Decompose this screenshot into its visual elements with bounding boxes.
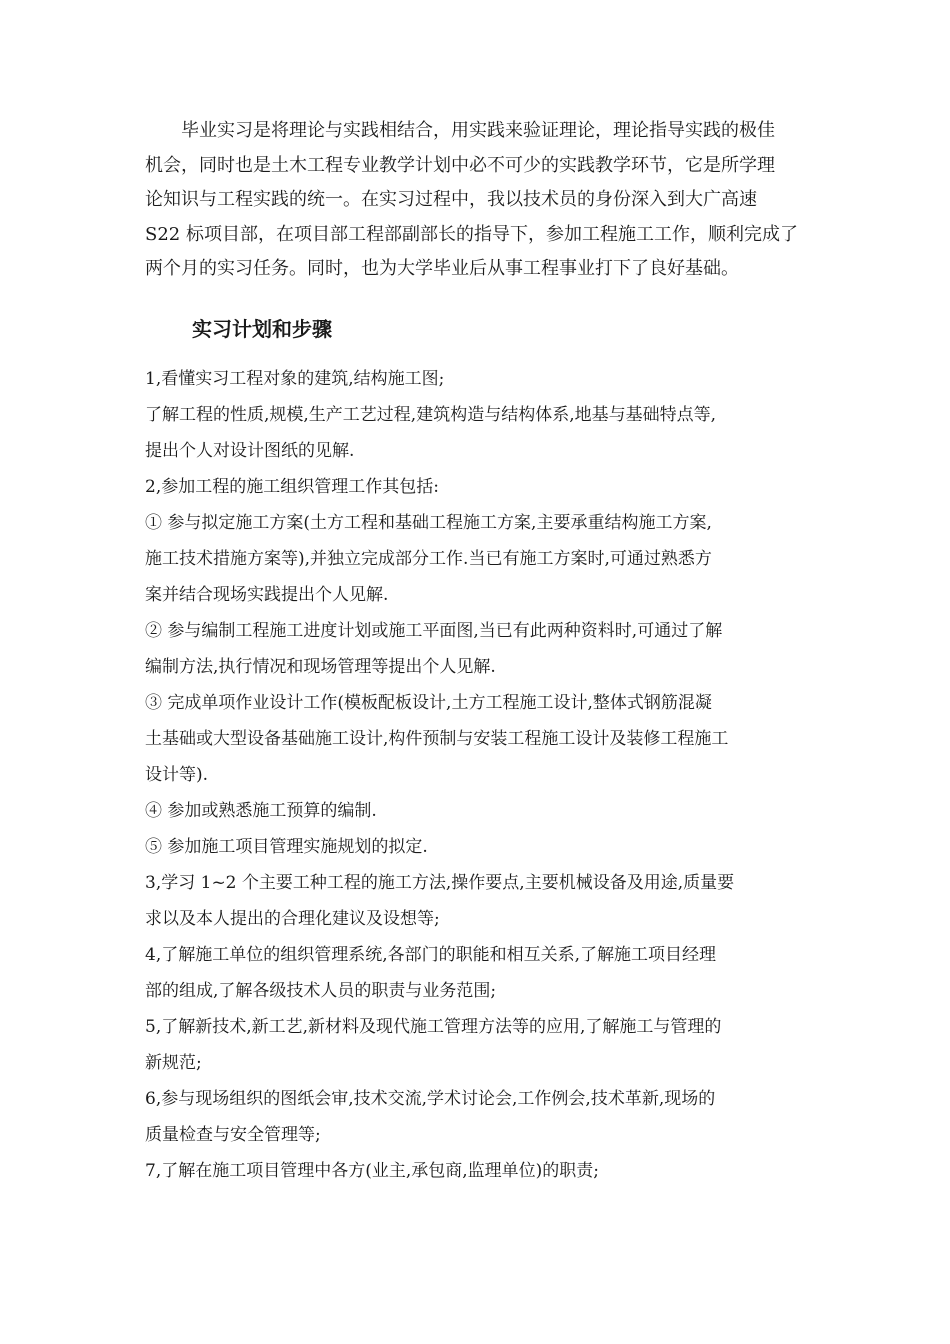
body-line: 了解工程的性质,规模,生产工艺过程,建筑构造与结构体系,地基与基础特点等,: [145, 405, 717, 425]
body-line: ⑤ 参加施工项目管理实施规划的拟定.: [145, 837, 428, 857]
body-line: 提出个人对设计图纸的见解.: [145, 441, 355, 461]
body-line: 求以及本人提出的合理化建议及设想等;: [145, 909, 440, 929]
body-line: 新规范;: [145, 1053, 202, 1073]
body-line: 3,学习 1~2 个主要工种工程的施工方法,操作要点,主要机械设备及用途,质量要: [145, 873, 735, 893]
body-line: 编制方法,执行情况和现场管理等提出个人见解.: [145, 657, 496, 677]
intro-line: 毕业实习是将理论与实践相结合，用实践来验证理论，理论指导实践的极佳: [181, 120, 775, 141]
intro-line: 机会，同时也是土木工程专业教学计划中必不可少的实践教学环节，它是所学理: [145, 154, 775, 176]
body-line: 6,参与现场组织的图纸会审,技术交流,学术讨论会,工作例会,技术革新,现场的: [145, 1089, 716, 1109]
section-heading: 实习计划和步骤: [192, 317, 332, 341]
body-line: ② 参与编制工程施工进度计划或施工平面图,当已有此两种资料时,可通过了解: [145, 621, 723, 641]
body-line: ④ 参加或熟悉施工预算的编制.: [145, 801, 377, 821]
body-line: 4,了解施工单位的组织管理系统,各部门的职能和相互关系,了解施工项目经理: [145, 945, 717, 965]
body-line: 质量检查与安全管理等;: [145, 1125, 321, 1145]
intro-paragraph: [145, 114, 811, 287]
body-line: 7,了解在施工项目管理中各方(业主,承包商,监理单位)的职责;: [145, 1161, 600, 1181]
body-line: 2,参加工程的施工组织管理工作其包括:: [145, 477, 439, 497]
section-body: [145, 361, 825, 1189]
body-line: 施工技术措施方案等),并独立完成部分工作.当已有施工方案时,可通过熟悉方: [145, 549, 712, 569]
body-line: 案并结合现场实践提出个人见解.: [145, 585, 389, 605]
intro-line: 论知识与工程实践的统一。在实习过程中，我以技术员的身份深入到大广高速: [145, 189, 757, 210]
intro-line: S22 标项目部，在项目部工程部副部长的指导下，参加工程施工工作，顺利完成了: [145, 223, 798, 245]
body-line: ③ 完成单项作业设计工作(模板配板设计,土方工程施工设计,整体式钢筋混凝: [145, 693, 712, 713]
body-line: ① 参与拟定施工方案(土方工程和基础工程施工方案,主要承重结构施工方案,: [145, 513, 712, 533]
body-line: 设计等).: [145, 765, 209, 785]
body-line: 土基础或大型设备基础施工设计,构件预制与安装工程施工设计及装修工程施工: [145, 729, 729, 749]
body-line: 1,看懂实习工程对象的建筑,结构施工图;: [145, 369, 445, 389]
intro-line: 两个月的实习任务。同时，也为大学毕业后从事工程事业打下了良好基础。: [145, 258, 739, 279]
body-line: 5,了解新技术,新工艺,新材料及现代施工管理方法等的应用,了解施工与管理的: [145, 1017, 722, 1037]
body-line: 部的组成,了解各级技术人员的职责与业务范围;: [145, 981, 497, 1001]
